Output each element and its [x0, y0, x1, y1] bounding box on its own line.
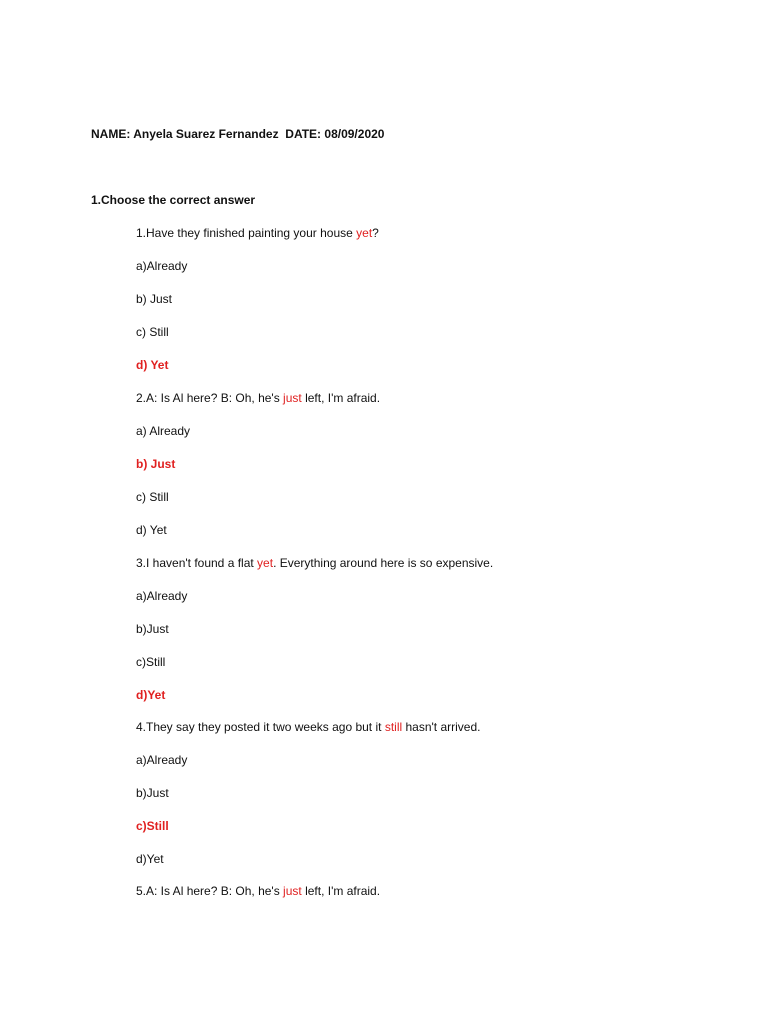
- question-4-post: hasn't arrived.: [402, 720, 481, 734]
- q3-option-c: c)Still: [136, 655, 166, 669]
- question-3-post: . Everything around here is so expensive.: [273, 556, 494, 570]
- header-line: [91, 127, 384, 141]
- question-1-pre: 1.Have they finished painting your house: [136, 226, 357, 240]
- date-value: 08/09/2020: [324, 127, 385, 141]
- question-1-highlight: yet: [356, 226, 373, 240]
- q4-option-d: d)Yet: [136, 852, 164, 866]
- question-2-post: left, I'm afraid.: [301, 391, 381, 405]
- name-label: NAME:: [91, 127, 131, 141]
- question-2: [136, 391, 380, 405]
- q1-option-c: c) Still: [136, 325, 169, 339]
- question-2-highlight: just: [283, 391, 302, 405]
- question-5-highlight: just: [283, 884, 302, 898]
- question-1: [136, 226, 379, 240]
- q3-option-d-correct: d)Yet: [136, 688, 166, 702]
- q2-option-a: a) Already: [136, 424, 191, 438]
- q4-option-c-correct: c)Still: [136, 819, 169, 833]
- question-4-highlight: still: [384, 720, 403, 734]
- question-4-pre: 4.They say they posted it two weeks ago but it: [136, 720, 385, 734]
- question-5-post: left, I'm afraid.: [301, 884, 381, 898]
- q2-option-c: c) Still: [136, 490, 169, 504]
- question-3-highlight: yet: [257, 556, 274, 570]
- question-2-pre: 2.A: Is Al here? B: Oh, he's: [136, 391, 284, 405]
- question-4: [136, 720, 480, 734]
- q2-option-b-correct: b) Just: [136, 457, 176, 471]
- section-title: 1.Choose the correct answer: [91, 193, 256, 207]
- q1-option-a: a)Already: [136, 259, 188, 273]
- q4-option-b: b)Just: [136, 786, 169, 800]
- question-3-pre: 3.I haven't found a flat: [136, 556, 258, 570]
- q3-option-a: a)Already: [136, 589, 188, 603]
- q1-option-b: b) Just: [136, 292, 173, 306]
- question-5: [136, 884, 380, 898]
- date-label: DATE:: [285, 127, 322, 141]
- question-5-pre: 5.A: Is Al here? B: Oh, he's: [136, 884, 284, 898]
- name-value: Anyela Suarez Fernandez: [133, 127, 279, 141]
- q2-option-d: d) Yet: [136, 523, 167, 537]
- question-3: [136, 556, 493, 570]
- q1-option-d-correct: d) Yet: [136, 358, 169, 372]
- question-1-post: ?: [372, 226, 379, 240]
- q4-option-a: a)Already: [136, 753, 188, 767]
- q3-option-b: b)Just: [136, 622, 169, 636]
